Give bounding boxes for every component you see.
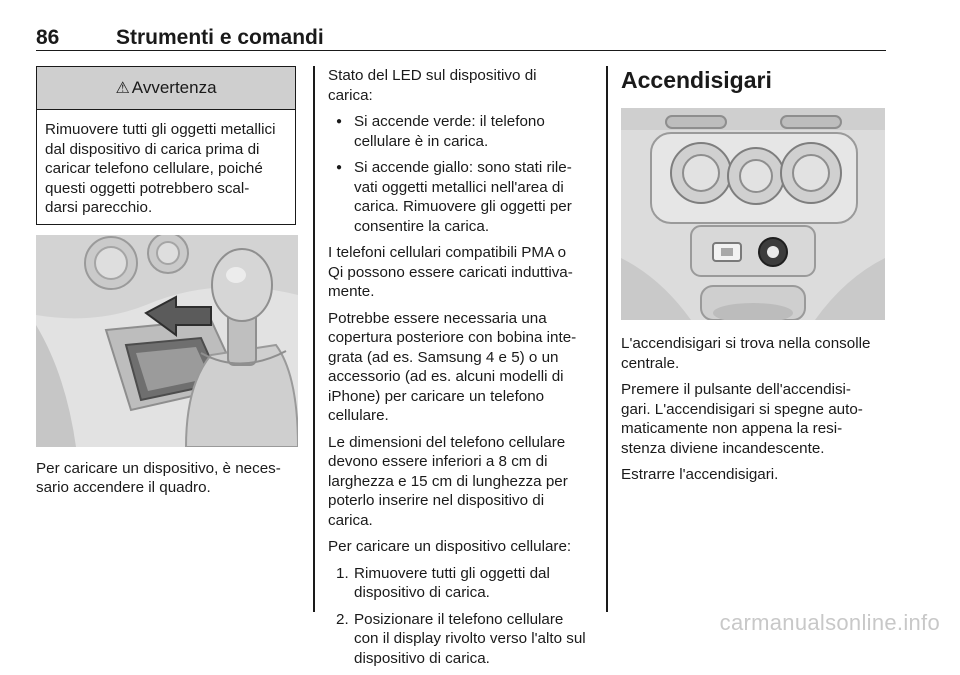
text-line: Si accende giallo: sono stati rile- — [354, 159, 572, 176]
column-left — [36, 66, 298, 498]
step-item — [328, 564, 600, 603]
text-line: gari. L'accendisigari si spegne auto- — [621, 400, 863, 418]
text-line: iPhone) per caricare un telefono — [328, 387, 545, 405]
paragraph-cover — [328, 309, 600, 426]
text-line: centrale. — [621, 354, 680, 372]
text-line: copertura posteriore con bobina inte- — [328, 329, 577, 346]
text-line: maticamente non appena la resi- — [621, 420, 843, 437]
paragraph-remove — [621, 465, 889, 485]
wireless-charger-illustration — [36, 235, 298, 447]
text-line: darsi parecchio. — [45, 199, 153, 216]
column-middle — [328, 66, 600, 675]
warning-triangle-icon: ⚠ — [115, 80, 130, 97]
text-line: Stato del LED sul dispositivo di — [328, 67, 537, 84]
text-line: Rimuovere tutti gli oggetti dal — [354, 564, 550, 582]
text-line: Estrarre l'accendisigari. — [621, 466, 779, 483]
text-line: Potrebbe essere necessaria una — [328, 309, 547, 327]
text-line: Rimuovere tutti gli oggetti metallici — [45, 121, 276, 138]
paragraph-dimensions — [328, 433, 600, 531]
text-line: mente. — [328, 283, 375, 300]
paragraph-compatibility — [328, 243, 600, 302]
led-status-list — [328, 112, 600, 236]
text-line: carica. Rimuovere gli oggetti per — [354, 198, 572, 215]
text-line: poterlo inserire nel dispositivo di — [328, 492, 545, 509]
warning-title: Avvertenza — [131, 78, 217, 97]
section-heading: Accendisigari — [621, 67, 772, 93]
text-line: carica: — [328, 86, 373, 104]
list-item — [328, 158, 600, 236]
paragraph-procedure-intro — [328, 537, 600, 557]
lighter-description — [621, 334, 889, 485]
column-divider — [313, 66, 315, 612]
step-item — [328, 610, 600, 669]
text-line: cellulare. — [328, 407, 389, 424]
text-line: Posizionare il telefono cellulare — [354, 610, 564, 628]
text-line: carica. — [328, 511, 373, 529]
text-line: dispositivo di carica. — [354, 584, 490, 601]
text-line: accessorio (ad es. alcuni modelli di — [328, 368, 564, 385]
text-line: sario accendere il quadro. — [36, 479, 211, 496]
page-header — [36, 22, 886, 51]
text-line: Premere il pulsante dell'accendisi- — [621, 381, 851, 398]
watermark: carmanualsonline.info — [719, 610, 940, 635]
column-divider — [606, 66, 608, 612]
text-line: Per caricare un dispositivo, è neces- — [36, 459, 281, 477]
text-line: vati oggetti metallici nell'area di — [354, 178, 564, 196]
text-line: dispositivo di carica. — [354, 649, 490, 667]
text-line: dal dispositivo di carica prima di — [45, 140, 260, 158]
text-line: devono essere inferiori a 8 cm di — [328, 453, 548, 470]
text-line: Le dimensioni del telefono cellulare — [328, 433, 566, 451]
page-number: 86 — [36, 26, 60, 49]
text-line: grata (ad es. Samsung 4 e 5) o un — [328, 348, 559, 366]
text-line: I telefoni cellulari compatibili PMA o — [328, 244, 567, 261]
paragraph-usage — [621, 380, 889, 458]
text-line: con il display rivolto verso l'alto sul — [354, 630, 586, 647]
text-line: caricar telefono cellulare, poiché — [45, 160, 263, 177]
list-item — [328, 112, 600, 151]
text-line: consentire la carica. — [354, 217, 490, 235]
text-line: cellulare è in carica. — [354, 132, 489, 150]
step-number: 1. — [336, 564, 349, 582]
figure-caption — [36, 459, 298, 498]
paragraph-location — [621, 334, 889, 373]
text-line: Si accende verde: il telefono — [354, 113, 545, 130]
section-title: Strumenti e comandi — [116, 26, 324, 49]
step-number: 2. — [336, 610, 349, 628]
text-line: stenza diviene incandescente. — [621, 439, 825, 457]
warning-header — [37, 67, 295, 110]
text-line: larghezza e 15 cm di lunghezza per — [328, 472, 568, 490]
text-line: questi oggetti potrebbero scal- — [45, 179, 250, 197]
warning-text — [37, 110, 295, 224]
procedure-steps — [328, 564, 600, 669]
paragraph-led-status — [328, 66, 600, 105]
text-line: L'accendisigari si trova nella consolle — [621, 335, 871, 352]
text-line: Per caricare un dispositivo cellulare: — [328, 538, 572, 555]
warning-box — [36, 66, 296, 225]
column-right — [621, 66, 889, 492]
cigarette-lighter-illustration — [621, 108, 885, 320]
text-line: Qi possono essere caricati induttiva- — [328, 263, 573, 281]
